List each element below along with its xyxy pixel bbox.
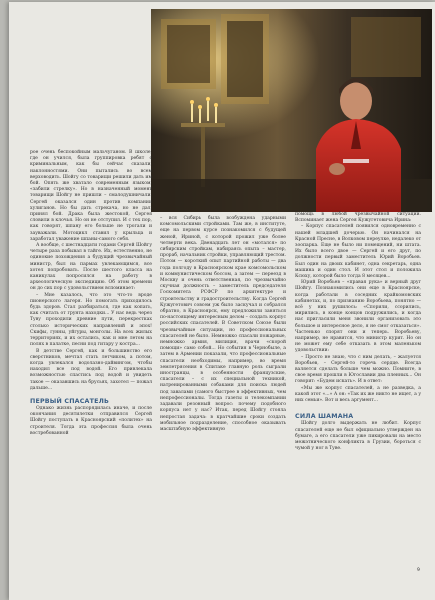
column-3-paragraph-5: «Мы же корпус спасателей, а не разведка, а какой этот «...» А он: «Так их же никто не ищет, а у них семьи». Вот и весь аргумент... [295, 385, 421, 404]
page-number: 9 [417, 568, 420, 573]
photo-scene [151, 9, 432, 212]
magazine-page [9, 2, 435, 600]
column-3-paragraph-3: Юрий Воробьев – «правая рука» и верный друг Шойгу. Познакомились они еще в Красноярске, когда работали в соседних крайкомовских кабинетах, и, по признанию Воробьева, понятно — всё у них рушилось: «Спорили, ссорились, мирились, в конце концов подружились, и когда нас пригласили меня звонили организовать это большое и интересное дело, я не смог отказаться». Частенько спорят они и теперь. Воробьеву, например, не нравится, что министр курит. Но он не может ему себе отказать в этом маленьком удовольствии: [295, 280, 421, 354]
column-1-paragraph-5: Однако жизнь распорядилась иначе, и после окончания десятилетки отправился Сергей Шойгу поступать в Красноярский «политех» на строителя. Тогда эта профессия была очень востребованной [30, 405, 152, 436]
article-photo [151, 9, 432, 212]
column-3-paragraph-6: Шойгу долго выдержать не любит. Корпус спасателей еще не был официально утвержден на бумаге, а его спасатели уже пикировали на место межэтнического конфликта в Грузии, бороться с чумой у ног в Туве. [295, 421, 421, 452]
column-1 [30, 150, 152, 580]
section-heading-shaman-power: СИЛА ШАМАНА [295, 413, 354, 421]
column-1-paragraph-4: В детстве Сергей, как и большинство его сверстников, мечтал стать летчиком, а потом, когда увлекался водолазно-дайвингом, чтобы находил все под водой. Его привлекала возможностью спастись под водой и увидеть такое — оказавшись на брусьях, захотел — пожал дальше... [30, 348, 152, 391]
section-heading-first-rescuer: ПЕРВЫЙ СПАСАТЕЛЬ [30, 397, 110, 405]
column-3-paragraph-4: – Просто не знаю, что с ним делать, – жалуется Воробьев, – Сергей-то горечь сердце. Всегда валяется сделать больше чем можно. Помните, в свое время прошли в Югославии два пленных... Он говорит: «Будем искать». И в ответ: [295, 354, 421, 385]
column-1-paragraph-3: – Мне казалось, что это что-то вроде пионерского лагеря. Но помогать приходилось будь здоров. Стал разбираться, где как копать, как считать от грунта находки... У нас ведь через Туву проходили древние пути, перекрестках столько исторических направлений и эпох! Скифы, гунны, уйгуры, монголы. На всех жилых территориях, и их остались, как и мне летом на полях в палатке, песни под гитару у костра... [30, 292, 152, 348]
column-3-paragraph-1: помощь в любой чрезвычайной ситуации. Вспоминает жена Сергея Кужугетовича Ирина: [295, 212, 421, 224]
column-1-paragraph-2: А вообще, с шестнадцати годами Сергей Шойгу четыре раза побывал в тайге. Их, естественно, не одинокие похождения а будущий чрезвычайный министр, был на пармах увлекающимся, все хотел попробовать. После шестого класса на каникулах попросился на работу в археологическую экспедицию. Об этом времени он до сих пор с удовольствием вспоминает: [30, 243, 152, 292]
column-3 [295, 212, 421, 582]
column-2-paragraph-1: – вся Сибирь была возбуждена ударными комсомольскими стройками. Там же, в институте, еще на первом курсе познакомился с будущей женой, Ириной, с которой прожил уже более четверти века. Двенадцать лет он «мотался» по сибирским стройкам, набираясь опыта – мастер, прораб, начальник стройки, управляющий трестом. Потом — короткий опыт партийной работы — два года полгоду в Красноярском крае комсомольском и коммунистическом боссом, а затем — переезд в Москву и очень ответственная, по чрезвычайно скучная должность – заместитель председателя Госкомитета РСФСР по архитектуре и строительству и градостроительству. Когда Сергей Кужугетович совсем уж было заскучал и собрался обратно, в Красноярск, ему предложили заняться по-настоящему интересным делом – создать корпус российских спасателей. В Советском Союзе были чрезвычайные ситуации, но профессиональных спасателей не было. Немножко спасали пожарные, немножко армия, милиция, врачи «скорой помощи» само собой... Но события в Чернобыле, а затем в Армении показали, что профессиональные спасатели необходимы, например, во время землетрясения в Спитаке главную роль сыграли иностранцы, в особенности французские, спасатели – с их специальной техникой, натренированными собаками для поиска людей под завалами (самого быстрее в эффективных, чем непрофессионалы. Тогда газеты и телекомпании задавали резонный вопрос: почему подобного корпуса нет у нас? Итак, перед Шойгу стояла непростая задача: в кратчайшие сроки создать мобильное подразделение, способное оказывать масштабную эффективную [160, 216, 286, 432]
column-3-paragraph-2: – Корпус спасателей появился одновременно с нашей младшей дочерью. Он начинался на Красной Пресне, в Волковом переулке, недалеко от зоопарка. Еще не было ни помещений, ни штата. Их было всего двое — Сергей и его друг, по должности первый заместитель Юрий Воробьев. Был один на двоих кабинет, одна секретарь, одна машина и один стол. И этот стол и положила Ксюху, которой было тогда 8 месяцев... [295, 224, 421, 280]
column-2 [160, 216, 286, 580]
column-1-paragraph-1: рое очень беспокойным мальчуганом. В школе, где он учился, была группировка ребят с криминальным, как бы сейчас сказали, наклонностями. Они пытались во всем верховодить. Шойгу со товарищи решили дать им бой. Опять же хватало современным языком, «забили стрелку». Но в назначенный момент товарищи Шойгу не пришли – смалодушничали. Сергей оказался один против компании хулиганов. Но бы дать стрекача, но не дал, принял бой. Драка была жестокой, Сергея словили в клочья. Но он не отступил. И с тех пор, как говорят, шпану его больше не трогали и зауважали. Мотоцикл ставил у крыльца и заработал уважение шпаны-самого себя. [30, 150, 152, 242]
